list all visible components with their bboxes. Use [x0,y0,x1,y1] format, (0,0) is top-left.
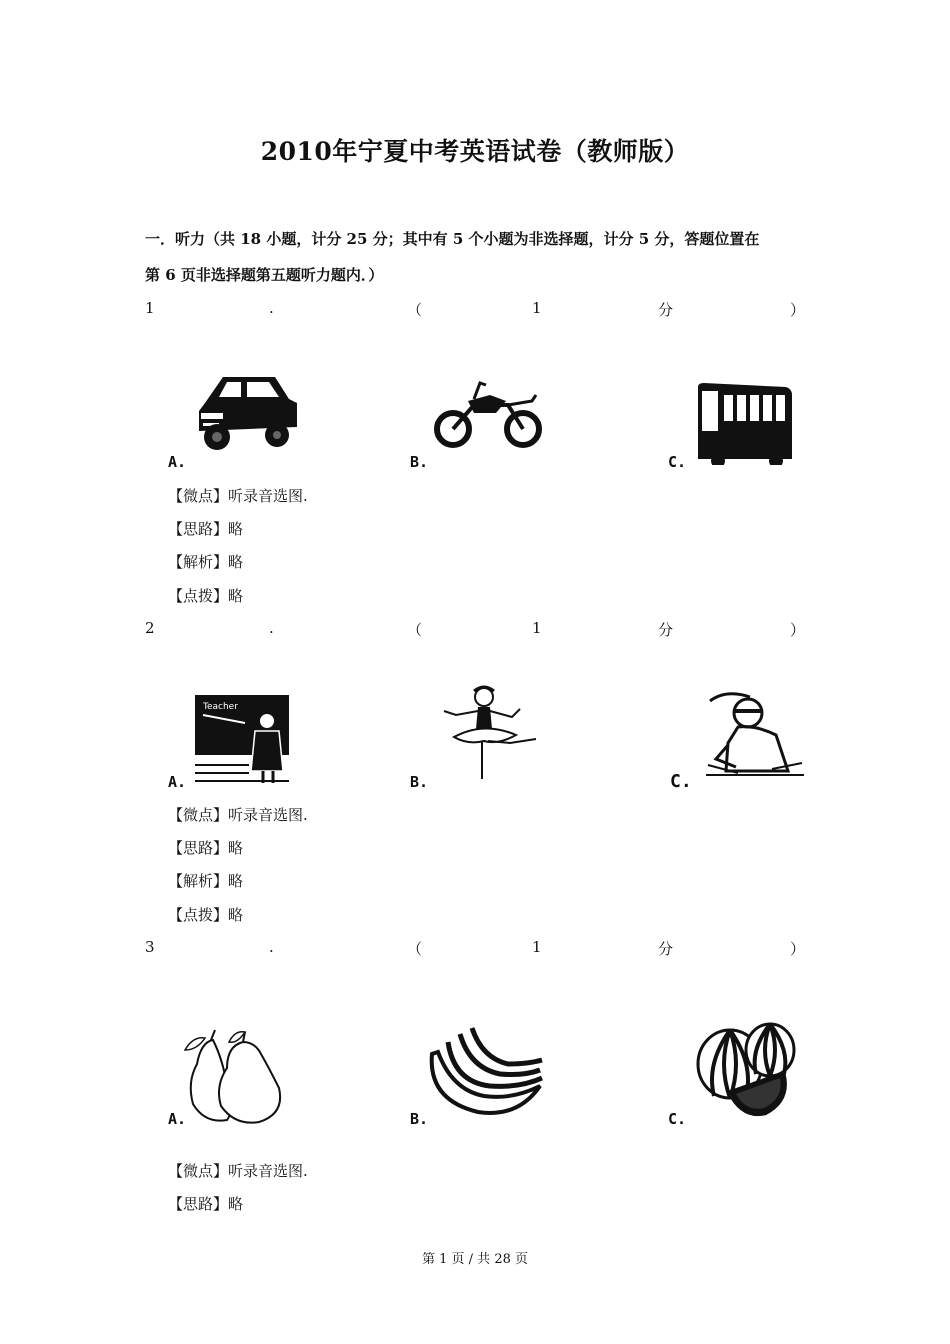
score-unit: 分 [658,301,674,319]
right-paren: ） [790,940,806,958]
question-3-option-c[interactable] [666,1020,806,1130]
analysis-point: 【微点】听录音选图. [168,1162,308,1180]
question-score: 1 [532,299,542,317]
option-label: B. [410,453,429,471]
question-2-option-b[interactable] [408,685,548,795]
right-paren: ） [790,301,806,319]
section-heading-line-1: 一．听力（共 18 小题，计分 25 分；其中有 5 个小题为非选择题，计分 5 分，答题位置在 [145,230,760,248]
question-1-line [145,299,805,319]
analysis-approach: 【思路】略 [168,1195,244,1213]
option-label: A. [168,773,187,791]
page-footer: 第 1 页 / 共 28 页 [422,1252,528,1267]
question-2-option-c[interactable] [666,685,806,795]
car-icon [165,365,305,465]
analysis-point: 【微点】听录音选图. [168,487,308,505]
analysis-tip: 【点拨】略 [168,587,244,605]
analysis-explanation: 【解析】略 [168,872,244,890]
question-number: 1 [145,299,155,317]
option-label: C. [670,771,692,792]
bus-icon [666,365,806,465]
option-label: C. [668,453,687,471]
score-unit: 分 [658,621,674,639]
question-number: 2 [145,619,155,637]
question-1-option-b[interactable] [408,365,548,475]
bananas-icon [408,1020,548,1130]
question-dot: . [269,619,274,637]
option-label: B. [410,1110,429,1128]
right-paren: ） [790,621,806,639]
page-title: 2010年宁夏中考英语试卷（教师版） [260,137,690,166]
analysis-approach: 【思路】略 [168,839,244,857]
question-1-option-a[interactable] [165,365,305,475]
question-3-option-a[interactable] [165,1020,305,1130]
doctor-icon [666,685,806,785]
question-3-option-b[interactable] [408,1020,548,1130]
section-heading-line-2: 第 6 页非选择题第五题听力题内．） [145,266,384,284]
watermelon-icon [666,1020,806,1130]
option-label: B. [410,773,429,791]
question-3-line [145,938,805,958]
analysis-point: 【微点】听录音选图. [168,806,308,824]
option-label: C. [668,1110,687,1128]
analysis-approach: 【思路】略 [168,520,244,538]
motorcycle-icon [408,365,548,465]
question-2-option-a[interactable] [165,685,305,795]
teacher-icon [165,685,305,785]
option-label: A. [168,1110,187,1128]
analysis-explanation: 【解析】略 [168,553,244,571]
question-score: 1 [532,619,542,637]
question-dot: . [269,299,274,317]
question-1-option-c[interactable] [666,365,806,475]
question-number: 3 [145,938,155,956]
left-paren: （ [407,621,423,639]
left-paren: （ [407,301,423,319]
question-2-line [145,619,805,639]
question-dot: . [269,938,274,956]
left-paren: （ [407,940,423,958]
analysis-tip: 【点拨】略 [168,906,244,924]
question-score: 1 [532,938,542,956]
score-unit: 分 [658,940,674,958]
option-label: A. [168,453,187,471]
dancer-icon [408,685,548,785]
board-text: Teacher [203,702,238,712]
